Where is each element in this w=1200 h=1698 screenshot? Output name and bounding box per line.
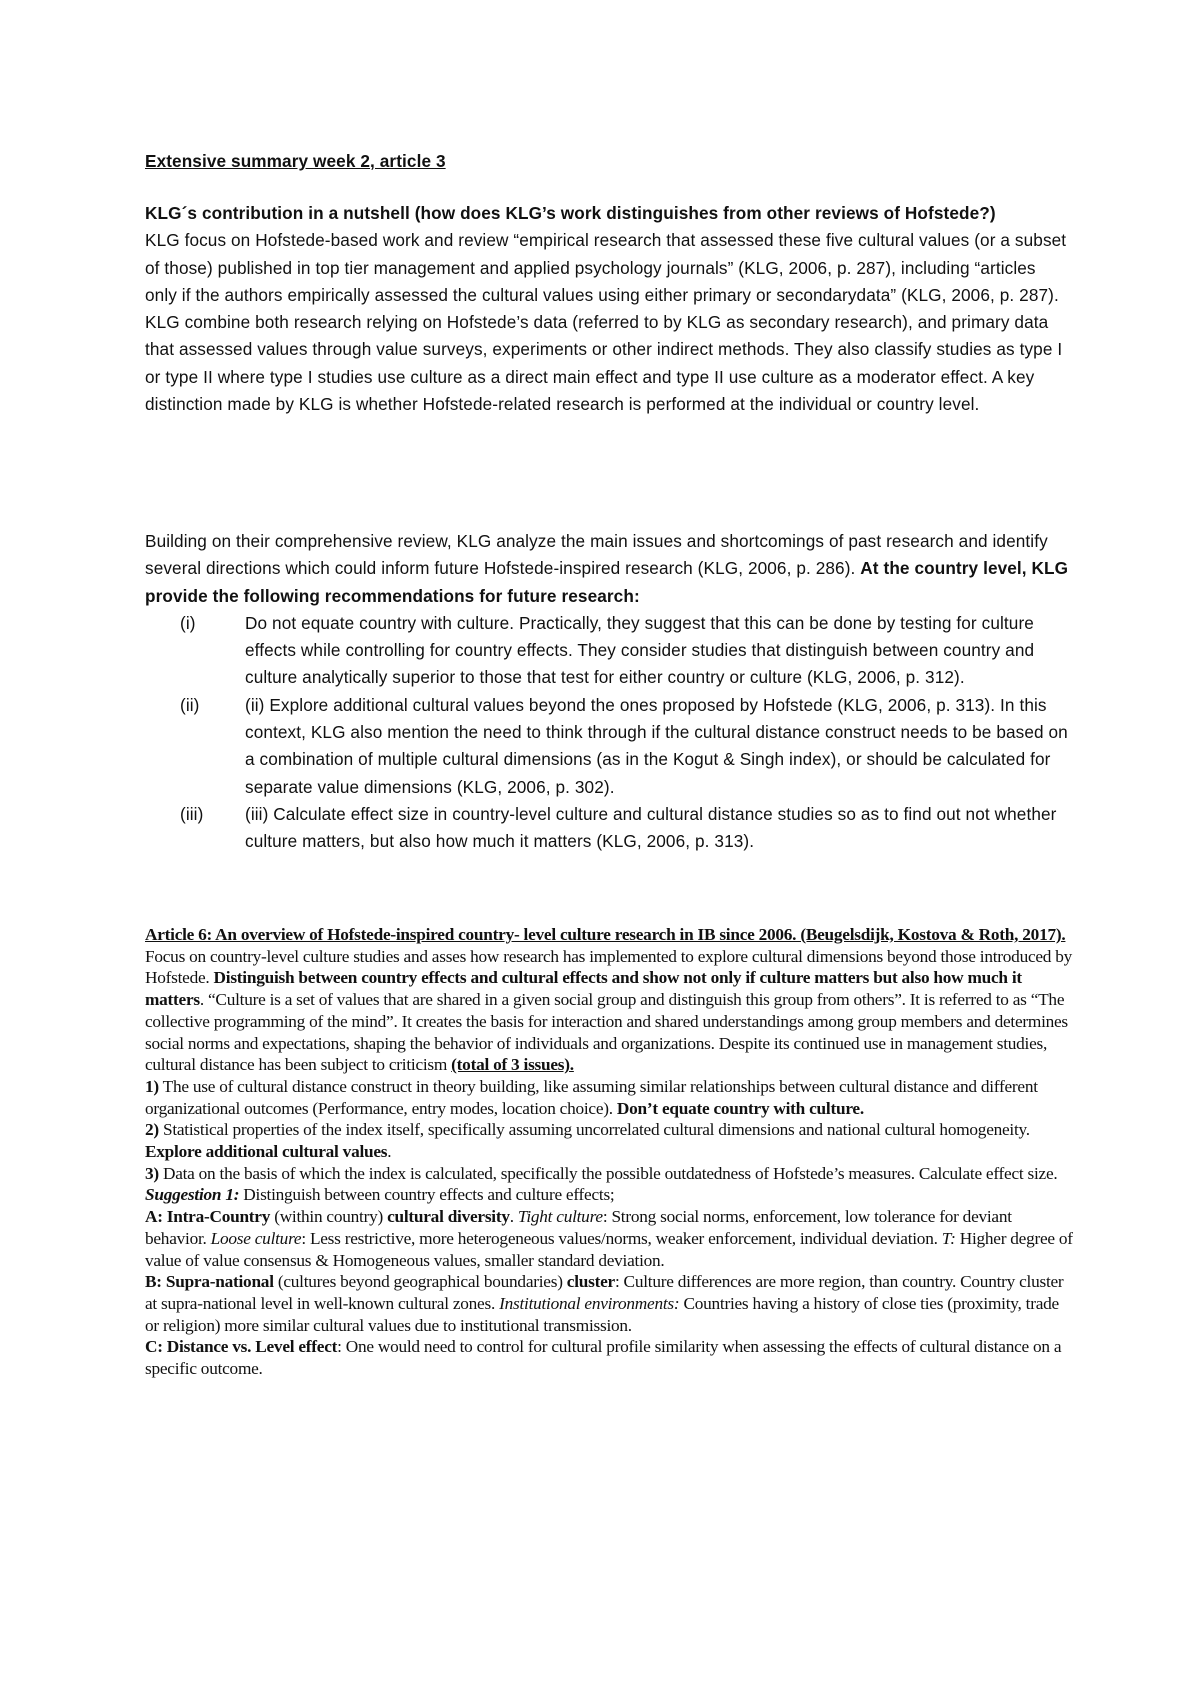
article6-section bbox=[145, 924, 1075, 1380]
klg-paragraph-1: KLG focus on Hofstede-based work and review “empirical research that assessed these five cultural values (or a subset of those) published in top tier management and applied psychology journals” (KLG, 2006, p. 287), including “articles only if the authors empirically assessed the cultural values using either primary or secondarydata” (KLG, 2006, p. 287). KLG combine both research relying on Hofstede’s data (referred to by KLG as secondary research), and primary data that assessed values through value surveys, experiments or other indirect methods. They also classify studies as type I or type II where type I studies use culture as a direct main effect and type II use culture as a moderator effect. A key distinction made by KLG is whether Hofstede-related research is performed at the individual or country level. bbox=[145, 230, 1067, 415]
issue-3: 3) Data on the basis of which the index is calculated, specifically the possible outdatedness of Hofstede’s measures. Calculate effect size. bbox=[145, 1163, 1058, 1183]
document-title: Extensive summary week 2, article 3 bbox=[145, 151, 446, 171]
point-a: A: Intra-Country (within country) cultural diversity. Tight culture: Strong social norms, enforcement, low tolerance for deviant behavior. Loose culture: Less restrictive, more heterogeneous values/norms, weaker enforcement, individual deviation. T: Higher degree of value of value consensus & Homogeneous values, smaller standard deviation. bbox=[145, 1207, 1073, 1270]
recommendation-text: (iii) Calculate effect size in country-level culture and cultural distance studies so as to find out not whether culture matters, but also how much it matters (KLG, 2006, p. 313). bbox=[245, 803, 1057, 852]
recommendation-item bbox=[145, 610, 1070, 692]
recommendation-number: (ii) bbox=[180, 694, 200, 715]
recommendation-text: Do not equate country with culture. Practically, they suggest that this can be done by testing for culture effects while controlling for country effects. They consider studies that distinguish between country and culture analytically superior to those that test for either country or culture (KLG, 2006, p. 312). bbox=[245, 612, 1035, 688]
recommendation-text: (ii) Explore additional cultural values beyond the ones proposed by Hofstede (KLG, 2006, p. 313). In this context, KLG also mention the need to think through if the cultural distance construct needs to be based on a combination of multiple cultural dimensions (as in the Kogut & Singh index), or should be calculated for separate value dimensions (KLG, 2006, p. 302). bbox=[245, 694, 1068, 797]
point-c: C: Distance vs. Level effect: One would need to control for cultural profile similarity when assessing the effects of cultural distance on a specific outcome. bbox=[145, 1337, 1062, 1379]
point-b: B: Supra-national (cultures beyond geographical boundaries) cluster: Culture differences are more region, than country. Country cluster at supra-national level in well-known cultural zones. Institutional environments: Countries having a history of close ties (proximity, trade or religion) more similar cultural values due to institutional transmission. bbox=[145, 1272, 1064, 1335]
klg-recommendations-section bbox=[145, 528, 1070, 856]
recommendation-number: (i) bbox=[180, 612, 196, 633]
recommendation-item bbox=[145, 801, 1070, 856]
klg-paragraph-2: Building on their comprehensive review, KLG analyze the main issues and shortcomings of past research and identify several directions which could inform future Hofstede-inspired research (KLG, 2006, p. 286). At the country level, KLG provide the following recommendations for future research: bbox=[145, 531, 1069, 606]
recommendation-item bbox=[145, 692, 1070, 801]
article6-intro: Focus on country-level culture studies and asses how research has implemented to explore cultural dimensions beyond those introduced by Hofstede. Distinguish between country effects and cultural effects and show not only if culture matters but also how much it matters. “Culture is a set of values that are shared in a given social group and distinguish this group from others”. It is referred to as “The collective programming of the mind”. It creates the basis for interaction and shared understandings among group members and determines social norms and expectations, shaping the behavior of individuals and organizations. Despite its continued use in management studies, cultural distance has been subject to criticism (total of 3 issues). bbox=[145, 946, 1073, 1075]
article6-heading: Article 6: An overview of Hofstede-inspired country- level culture research in IB since 2006. (Beugelsdijk, Kostova & Roth, 2017). bbox=[145, 925, 1066, 944]
recommendation-number: (iii) bbox=[180, 803, 204, 824]
klg-section bbox=[145, 200, 1070, 418]
issue-1: 1) The use of cultural distance construct in theory building, like assuming similar relationships between cultural distance and different organizational outcomes (Performance, entry modes, location choice). Don’t equate country with culture. bbox=[145, 1076, 1038, 1118]
suggestion-1: Suggestion 1: Distinguish between country effects and culture effects; bbox=[145, 1185, 615, 1205]
issue-2: 2) Statistical properties of the index itself, specifically assuming uncorrelated cultural dimensions and national cultural homogeneity. Explore additional cultural values. bbox=[145, 1120, 1030, 1162]
klg-heading: KLG´s contribution in a nutshell (how does KLG’s work distinguishes from other reviews of Hofstede?) bbox=[145, 203, 996, 223]
